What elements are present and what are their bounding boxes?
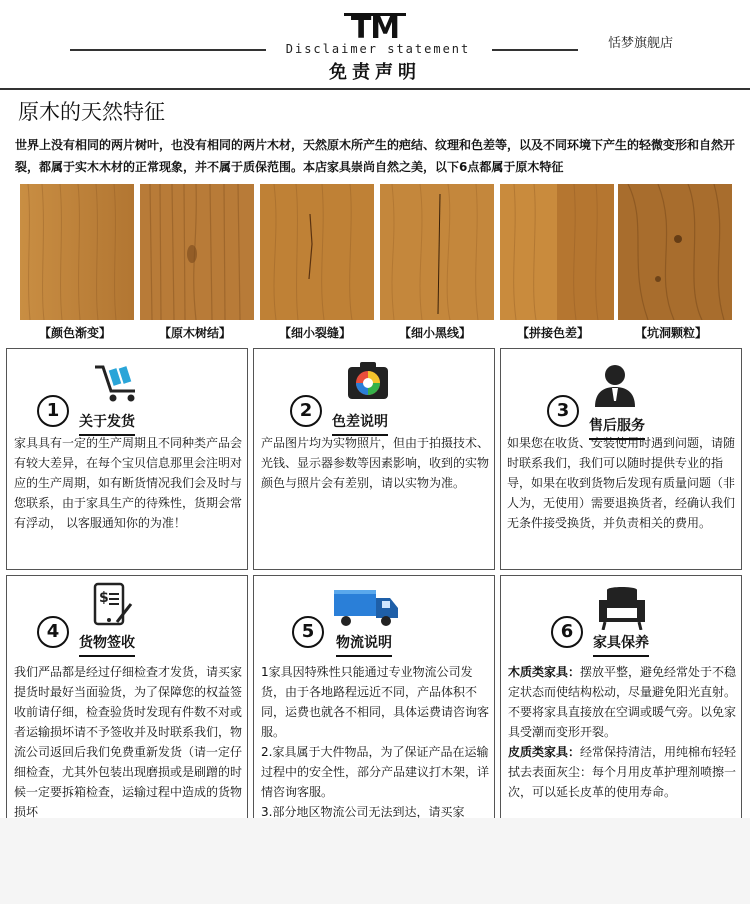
armchair-icon — [597, 586, 647, 630]
caption-knot: 【原木树结】 — [158, 326, 231, 340]
caption-crack: 【细小裂缝】 — [278, 326, 351, 340]
caption-gradient: 【颜色渐变】 — [38, 326, 111, 340]
box-title-shipping: 关于发货 — [79, 411, 135, 436]
svg-text:$: $ — [99, 590, 109, 606]
step-number-6: 6 — [551, 616, 583, 648]
box-color-difference — [253, 348, 495, 570]
box-after-sales — [500, 348, 742, 570]
box-text-logistics — [261, 662, 495, 818]
box-logistics — [253, 575, 495, 818]
section-title: 原木的天然特征 — [18, 100, 165, 124]
cart-icon — [93, 363, 145, 403]
step-number-2: 2 — [290, 395, 322, 427]
box-text-maintenance — [508, 662, 742, 802]
wood-sample-black-line — [380, 184, 494, 320]
wood-sample-gradient — [20, 184, 134, 320]
wood-furniture-text: 摆放平整，避免经常处于不稳定状态而使结构松动，尽量避免阳光直射。不要将家具直接放在空调或暖气旁。以免家具受潮而变形开裂。 — [508, 665, 737, 739]
wood-furniture-label: 木质类家具： — [508, 665, 581, 679]
step-number-5: 5 — [292, 616, 324, 648]
logistics-para-3: 3.部分地区物流公司无法到达，请买家 — [261, 805, 465, 818]
service-person-icon — [593, 363, 637, 409]
box-title-color-difference: 色差说明 — [332, 411, 388, 436]
disclaimer-subtitle: Disclaimer statement — [285, 42, 471, 56]
wood-sample-splice — [500, 184, 614, 320]
wood-samples — [20, 184, 732, 320]
header-line-left — [70, 49, 266, 51]
caption-hole: 【坑洞颗粒】 — [634, 326, 707, 340]
step-number-3: 3 — [547, 395, 579, 427]
box-maintenance — [500, 575, 742, 818]
leather-furniture-text: 经常保持清洁，用纯棉布轻轻拭去表面灰尘：每个月用皮革护理剂喷擦一次，可以延长皮革的使用寿命。 — [508, 745, 737, 799]
box-text-after-sales: 如果您在收货、安装使用时遇到问题，请随时联系我们，我们可以随时提供专业的指导，如果在收到货物后发现有质量问题（非人为，无使用）需要退换货者，经确认我们无条件接受换货，并负责相关的费用。 — [507, 436, 736, 530]
box-shipping — [6, 348, 248, 570]
tablet-sign-icon — [93, 582, 133, 628]
header-divider — [0, 88, 750, 90]
box-title-maintenance: 家具保养 — [593, 632, 649, 657]
tm-logo: TM — [350, 11, 400, 46]
section-paragraph: 世界上没有相同的两片树叶，也没有相同的两片木材，天然原木所产生的疤结、纹理和色差等，以及不同环境下产生的轻微变形和自然开裂，都属于实木木材的正常现象，并不属于质保范围。本店家具崇尚自然之美，以下6点都属于原木特征 — [15, 138, 736, 174]
box-text-color-difference: 产品图片均为实物照片，但由于拍摄技术、光钱、显示器参数等因素影响，收到的实物颜色与照片会有差别，请以实物为准。 — [261, 436, 490, 490]
step-number-1: 1 — [37, 395, 69, 427]
box-receipt — [6, 575, 248, 818]
caption-splice: 【拼接色差】 — [516, 326, 589, 340]
logistics-para-1: 1家具因特殊性只能通过专业物流公司发货，由于各地路程远近不同，产品体积不同，运费也就各不相同，具体运费请咨询客服。 — [261, 665, 490, 739]
logistics-para-2: 2.家具属于大件物品，为了保证产品在运输过程中的安全性，部分产品建议打木架，详情咨询客服。 — [261, 745, 490, 799]
leather-furniture-label: 皮质类家具： — [508, 745, 581, 759]
box-title-logistics: 物流说明 — [336, 632, 392, 657]
camera-icon — [346, 359, 390, 403]
box-text-receipt: 我们严品都是经过仔细检查才发货，请买家提货时最好当面验货，为了保障您的权益签收前请仔细，检查验货时发现有件数不对或者运输损坏请不予签收并及时联系我们，物流公司返回后我们免费重新发货（请一定仔细检查，尤其外包装出现磨损或是刷蹭的时候一定要拆箱检查，运输过程中造成的货物损坏 — [14, 665, 243, 818]
wood-sample-knot — [140, 184, 254, 320]
disclaimer-title: 免责声明 — [329, 62, 421, 83]
box-title-after-sales: 售后服务 — [589, 415, 645, 440]
truck-icon — [332, 586, 400, 628]
box-title-receipt: 货物签收 — [79, 632, 135, 657]
disclaimer-header — [0, 0, 750, 88]
wood-sample-crack — [260, 184, 374, 320]
header-line-right — [492, 49, 578, 51]
step-number-4: 4 — [37, 616, 69, 648]
shop-name: 恬梦旗舰店 — [608, 36, 674, 51]
box-text-shipping: 家具具有一定的生产周期且不同种类产品会有较大差异，在每个宝贝信息那里会注明对应的生产周期，如有断货情况我们会及时与您联系，由于家具生产的待殊性，货期会常有浮动， 以客服通知你的为准！ — [14, 436, 243, 530]
wood-sample-hole — [618, 184, 732, 320]
caption-black-line: 【细小黑线】 — [398, 326, 471, 340]
